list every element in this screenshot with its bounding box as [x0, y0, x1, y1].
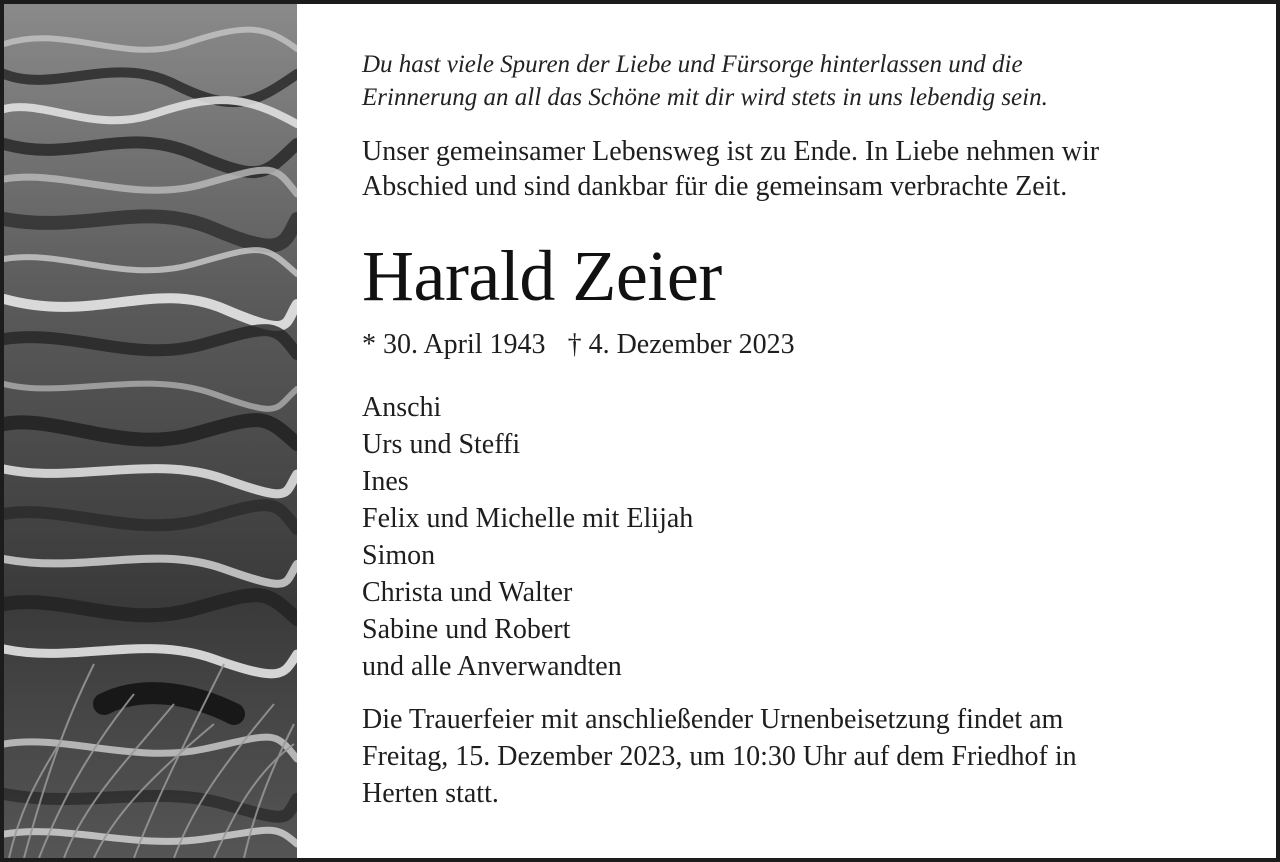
quote-line: Erinnerung an all das Schöne mit dir wird stets in uns lebendig sein.	[362, 84, 1048, 111]
ceremony-line: Freitag, 15. Dezember 2023, um 10:30 Uhr auf dem Friedhof in	[362, 741, 1077, 772]
death-date: † 4. Dezember 2023	[567, 329, 795, 360]
farewell-intro	[362, 134, 1242, 204]
water-photo	[4, 4, 297, 858]
mourner-item: Felix und Michelle mit Elijah	[362, 503, 694, 534]
mourner-item: Ines	[362, 466, 409, 497]
notice-text	[362, 48, 1242, 812]
mourner-item: Sabine und Robert	[362, 614, 571, 645]
intro-line: Unser gemeinsamer Lebensweg ist zu Ende. In Liebe nehmen wir	[362, 136, 1100, 167]
mourner-item: Urs und Steffi	[362, 429, 521, 460]
mourners-list	[362, 389, 1242, 685]
life-dates	[362, 328, 1242, 362]
ceremony-line: Die Trauerfeier mit anschließender Urnenbeisetzung findet am	[362, 704, 1064, 735]
mourner-item: Christa und Walter	[362, 577, 573, 608]
birth-date: * 30. April 1943	[362, 329, 546, 360]
intro-line: Abschied und sind dankbar für die gemeinsam verbrachte Zeit.	[362, 171, 1068, 202]
deceased-name: Harald Zeier	[362, 236, 722, 316]
memorial-quote	[362, 48, 1242, 114]
mourner-item: und alle Anverwandten	[362, 651, 622, 682]
funeral-details	[362, 701, 1202, 812]
ceremony-line: Herten statt.	[362, 778, 499, 809]
quote-line: Du hast viele Spuren der Liebe und Fürsorge hinterlassen und die	[362, 51, 1023, 78]
mourner-item: Simon	[362, 540, 436, 571]
water-waves-image	[4, 4, 297, 858]
mourner-item: Anschi	[362, 392, 442, 423]
